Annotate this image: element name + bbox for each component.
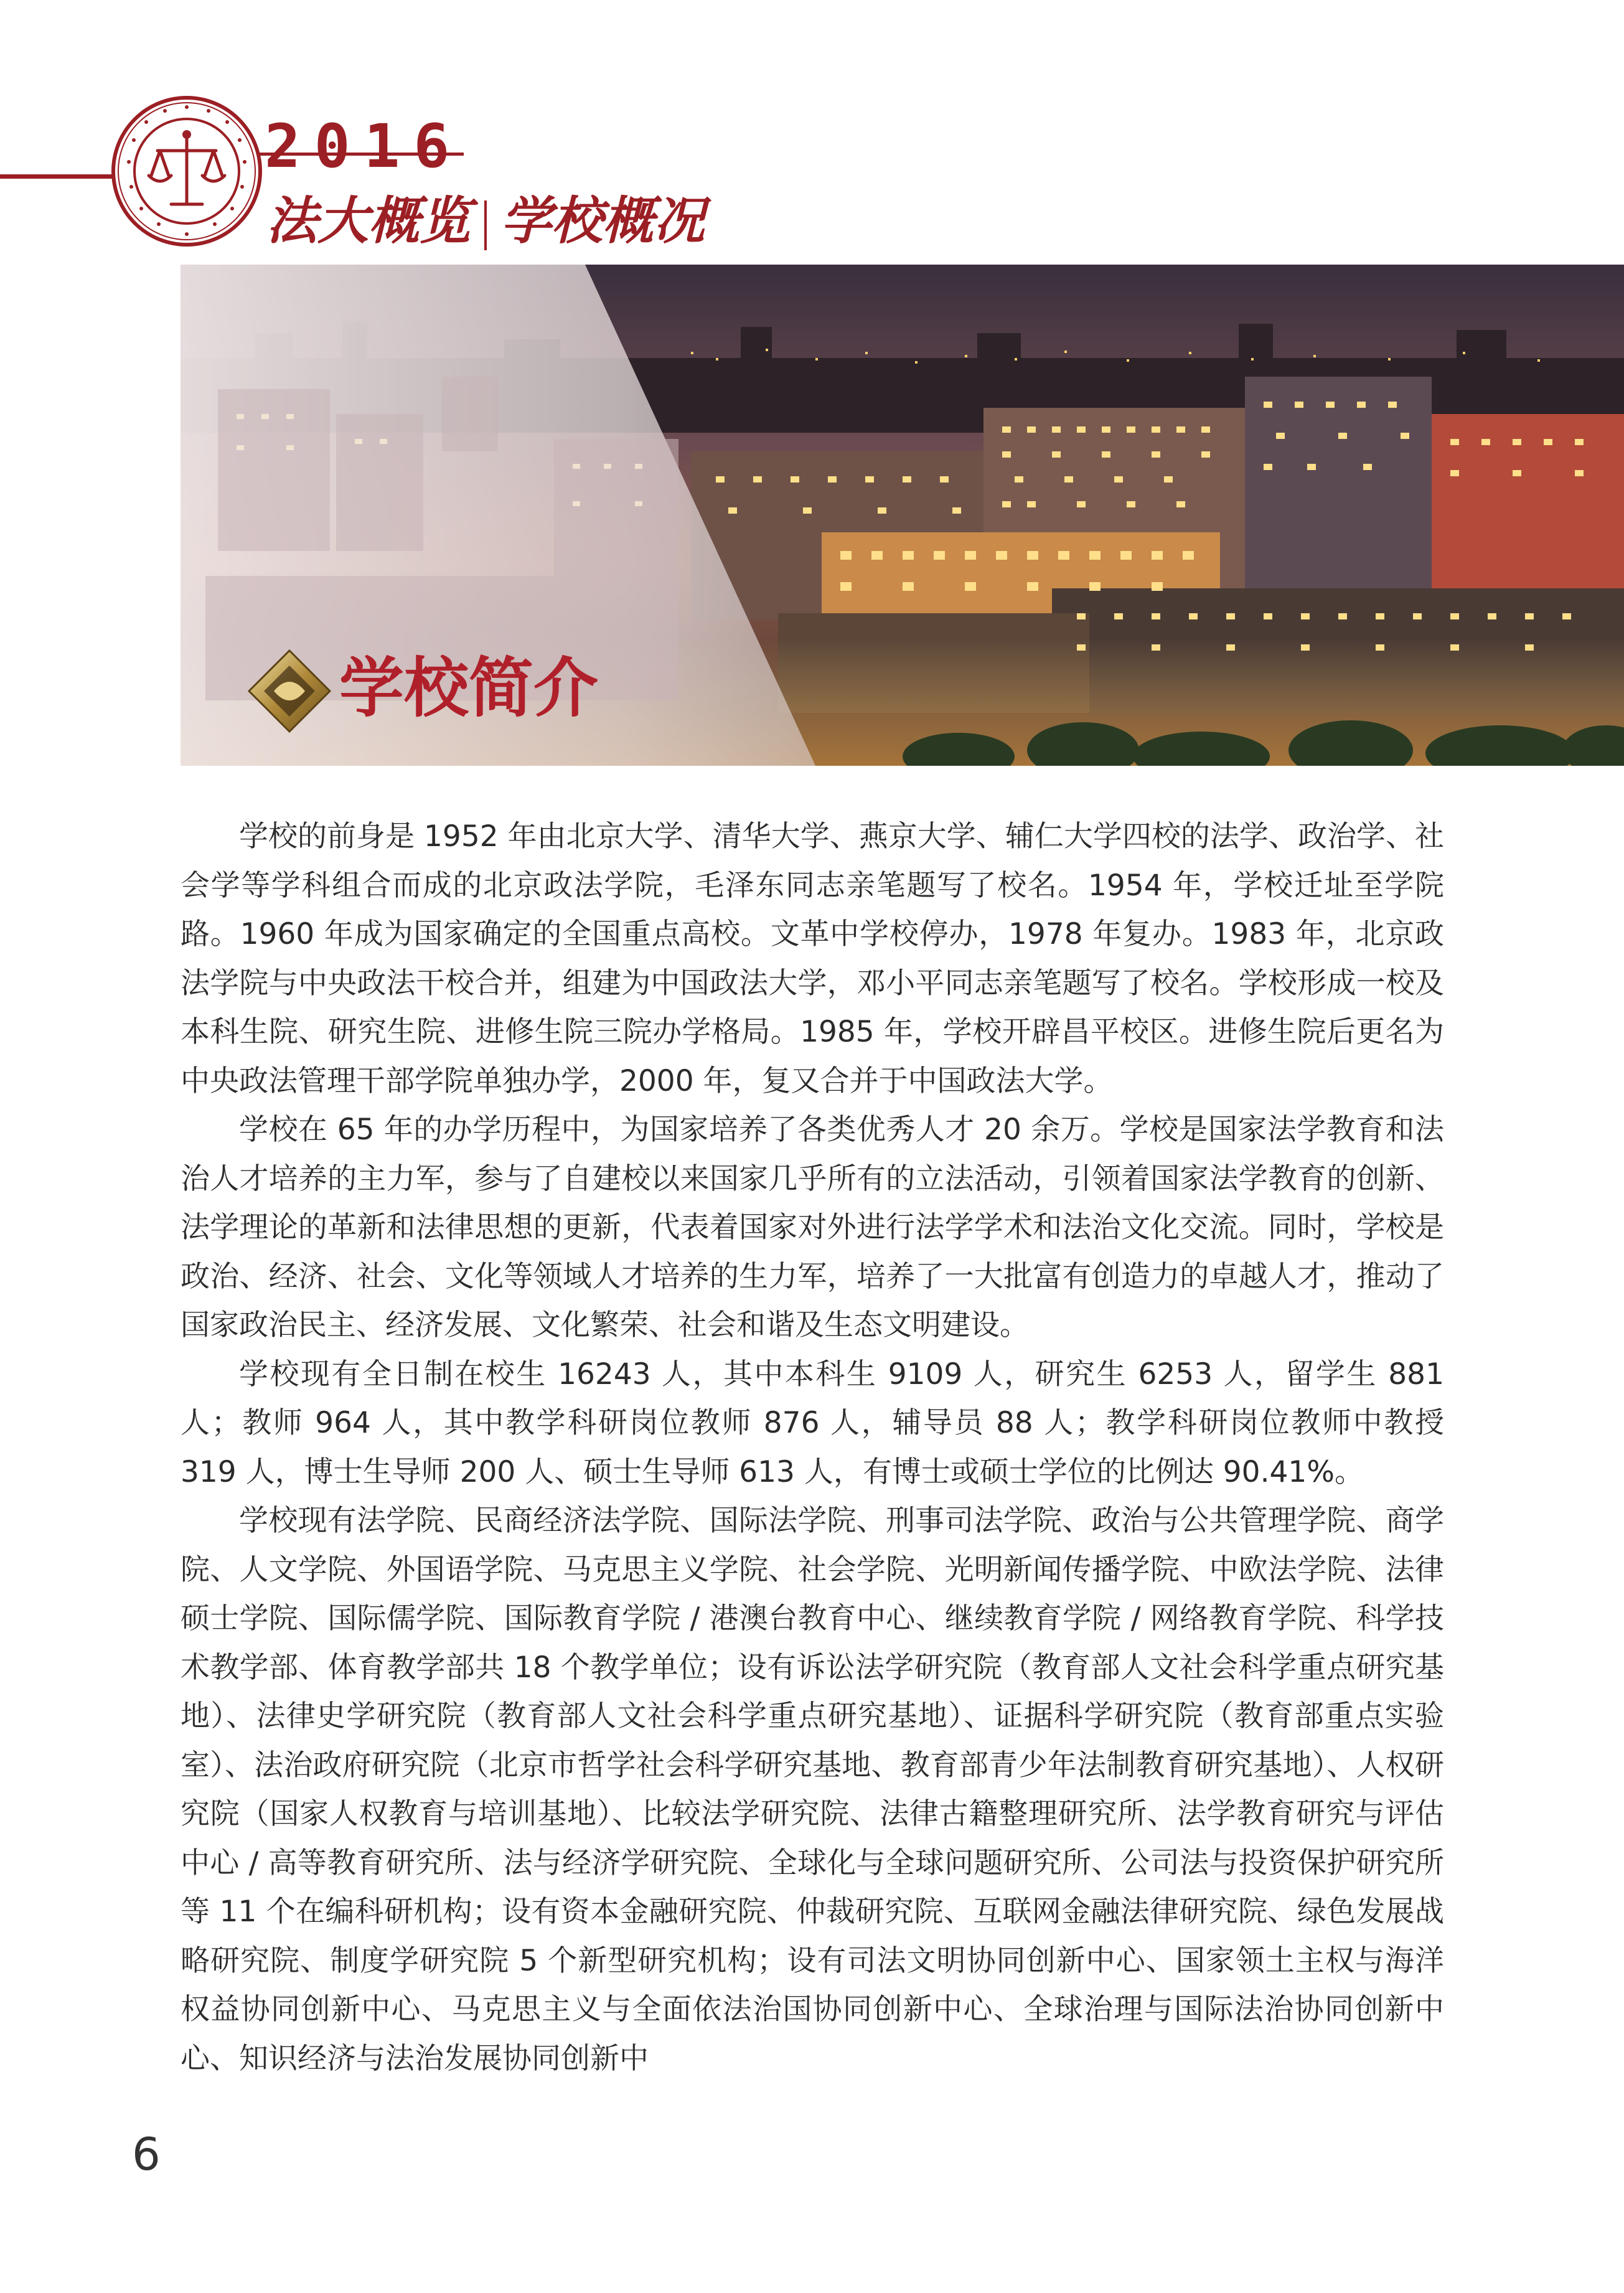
header-title-separator [484,200,487,250]
paragraph-statistics: 学校现有全日制在校生 16243 人，其中本科生 9109 人，研究生 6253 人，留学生 881 人；教师 964 人，其中教学科研岗位教师 876 人，辅导员 88 人；教学科研岗位教师中教授 319 人，博士生导师 200 人、硕士生导师 613 人，有博士或硕士学位的比例达 90.41%。 [181,1357,1444,1489]
header-year: 2016 [265,111,464,181]
article-body [181,812,1444,2083]
header-title [266,187,705,255]
paragraph-achievements: 学校在 65 年的办学历程中，为国家培养了各类优秀人才 20 余万。学校是国家法学教育和法治人才培养的主力军，参与了自建校以来国家几乎所有的立法活动，引领着国家法学教育的创新、法学理论的革新和法律思想的更新，代表着国家对外进行法学学术和法治文化交流。同时，学校是政治、经济、社会、文化等领域人才培养的生力军，培养了一大批富有创造力的卓越人才，推动了国家政治民主、经济发展、文化繁荣、社会和谐及生态文明建设。 [181,1113,1444,1342]
paragraph-history: 学校的前身是 1952 年由北京大学、清华大学、燕京大学、辅仁大学四校的法学、政治学、社会学等学科组合而成的北京政法学院，毛泽东同志亲笔题写了校名。1954 年，学校迁址至学院路。1960 年成为国家确定的全国重点高校。文革中学校停办，1978 年复办。1983 年，北京政法学院与中央政法干校合并，组建为中国政法大学，邓小平同志亲笔题写了校名。学校形成一校及本科生院、研究生院、进修生院三院办学格局。1985 年，学校开辟昌平校区。进修生院后更名为中央政法管理干部学院单独办学，2000 年，复又合并于中国政法大学。 [181,819,1444,1098]
university-seal-icon [109,93,265,249]
paragraph-institutions: 学校现有法学院、民商经济法学院、国际法学院、刑事司法学院、政治与公共管理学院、商学院、人文学院、外国语学院、马克思主义学院、社会学院、光明新闻传播学院、中欧法学院、法律硕士学院、国际儒学院、国际教育学院 / 港澳台教育中心、继续教育学院 / 网络教育学院、科学技术教学部、体育教学部共 18 个教学单位；设有诉讼法学研究院（教育部人文社会科学重点研究基地）、法律史学研究院（教育部人文社会科学重点研究基地）、证据科学研究院（教育部重点实验室）、法治政府研究院（北京市哲学社会科学研究基地、教育部青少年法制教育研究基地）、人权研究院（国家人权教育与培训基地）、比较法学研究院、法律古籍整理研究所、法学教育研究与评估中心 / 高等教育研究所、法与经济学研究院、全球化与全球问题研究所、公司法与投资保护研究所等 11 个在编科研机构；设有资本金融研究院、仲裁研究院、互联网金融法律研究院、绿色发展战略研究院、制度学研究院 5 个新型研究机构；设有司法文明协同创新中心、国家领土主权与海洋权益协同创新中心、马克思主义与全面依法治国协同创新中心、全球治理与国际法治协同创新中心、知识经济与法治发展协同创新中 [181,1504,1444,2076]
page-number: 6 [132,2128,161,2180]
section-title: 学校简介 [339,649,599,726]
header-title-left: 法大概览 [266,191,471,251]
section-emblem-icon [243,644,336,738]
header-title-right: 学校概况 [500,191,705,251]
